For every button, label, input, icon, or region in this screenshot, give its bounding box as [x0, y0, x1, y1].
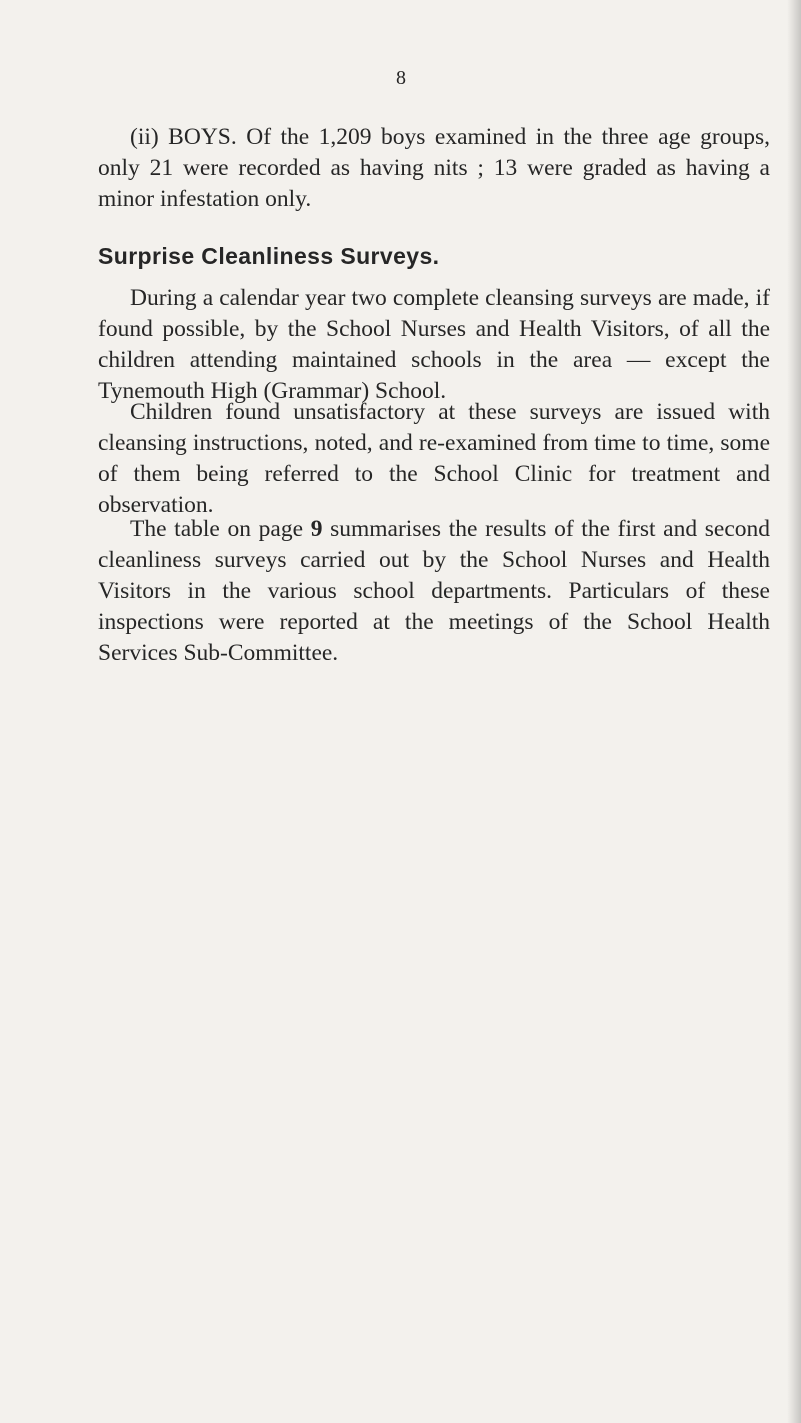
page-edge-shadow	[787, 0, 801, 1423]
table-ref-before: The table on page	[130, 516, 304, 542]
boys-text: Of the 1,209 boys examined in the three age groups, only 21 were recorded as having nits ; 13 were graded as having a minor infestation only.	[98, 124, 771, 212]
surveys-paragraph: During a calendar year two complete cleansing surveys are made, if found possible, by the School Nurses and Health Visitors, of all the children attending maintained schools in the area — except the Tynemouth High (Grammar) School.	[98, 285, 770, 404]
table-ref-after: summarises the results of the first and second cleanliness surveys carried out by the School Nurses and Health Visitors in the various school departments. Particulars of these inspections were reported at the meetings of the School Health Services Sub-Committee.	[98, 516, 771, 666]
table-reference-paragraph	[98, 514, 770, 669]
section-heading: Surprise Cleanliness Surveys.	[98, 243, 440, 269]
boys-paragraph	[98, 122, 770, 215]
table-ref-page: 9	[310, 516, 323, 542]
page-number: 8	[396, 67, 406, 89]
boys-prefix: (ii) BOYS.	[130, 124, 237, 150]
unsatisfactory-paragraph: Children found unsatisfactory at these surveys are issued with cleansing instructions, noted, and re-examined from time to time, some of them being referred to the School Clinic for treatment and observation.	[98, 399, 770, 518]
